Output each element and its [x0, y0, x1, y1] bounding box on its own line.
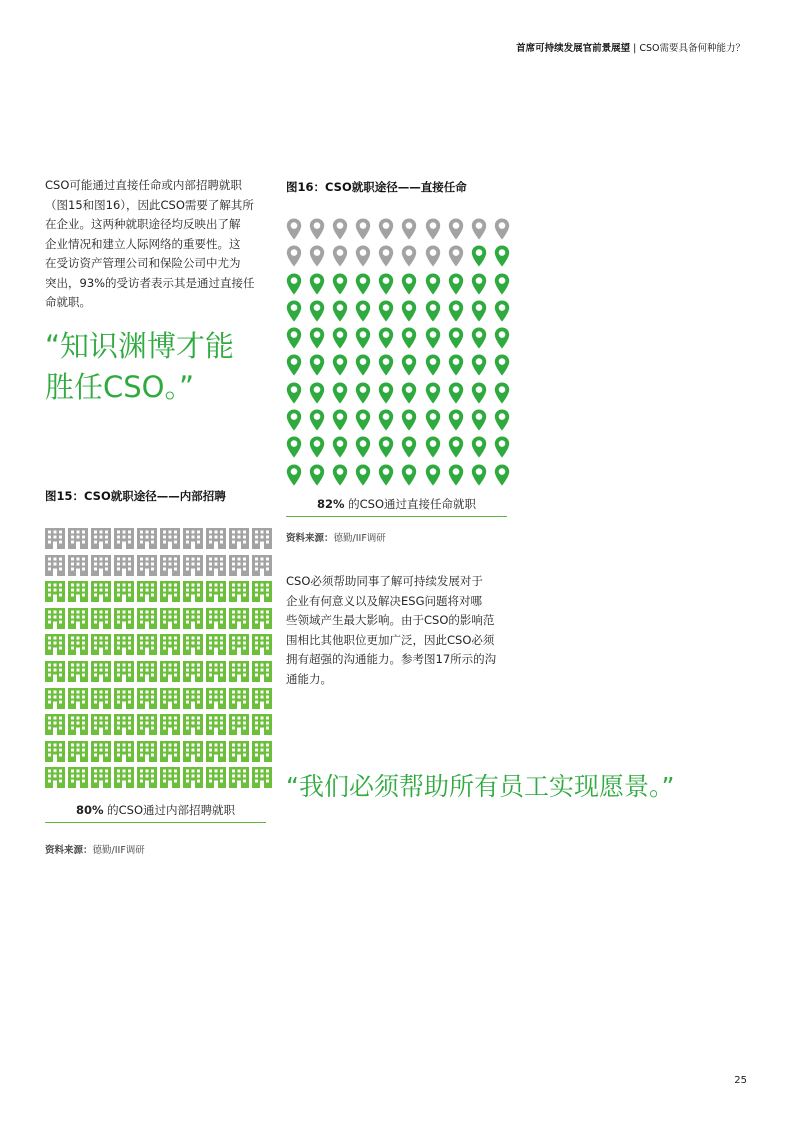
map-pin-icon-highlighted: [309, 354, 325, 376]
building-icon-highlighted: [91, 634, 111, 655]
building-icon-highlighted: [137, 688, 157, 709]
building-icon-highlighted: [206, 688, 226, 709]
map-pin-icon-highlighted: [355, 382, 371, 404]
map-pin-icon-highlighted: [448, 354, 464, 376]
building-icon-highlighted: [91, 714, 111, 735]
building-icon-highlighted: [252, 661, 272, 682]
building-icon-highlighted: [252, 581, 272, 602]
map-pin-icon-highlighted: [309, 382, 325, 404]
map-pin-icon-highlighted: [425, 409, 441, 431]
map-pin-icon-highlighted: [471, 273, 487, 295]
map-pin-icon-highlighted: [494, 382, 510, 404]
para-line: 拥有超强的沟通能力。参考图17所示的沟: [286, 652, 497, 666]
building-icon-highlighted: [229, 581, 249, 602]
building-icon-highlighted: [68, 661, 88, 682]
figure15-source: [45, 842, 145, 856]
map-pin-icon-muted: [332, 218, 348, 240]
building-icon-muted: [91, 528, 111, 549]
map-pin-icon-highlighted: [378, 273, 394, 295]
map-pin-icon-highlighted: [378, 436, 394, 458]
map-pin-icon-highlighted: [355, 409, 371, 431]
source-label: 资料来源：: [286, 533, 334, 544]
building-icon-muted: [137, 528, 157, 549]
building-icon-highlighted: [68, 688, 88, 709]
building-icon-highlighted: [91, 661, 111, 682]
building-icon-highlighted: [114, 608, 134, 629]
building-icon-highlighted: [252, 688, 272, 709]
intro-line: 在企业。这两种就职途径均反映出了解: [45, 217, 241, 231]
map-pin-icon-muted: [448, 245, 464, 267]
map-pin-icon-highlighted: [309, 464, 325, 486]
figure15-title: 图15：CSO就职途径——内部招聘: [45, 489, 226, 503]
map-pin-icon-highlighted: [471, 327, 487, 349]
figure15-caption-text: 的CSO通过内部招聘就职: [103, 803, 236, 817]
building-icon-highlighted: [137, 767, 157, 788]
para-line: CSO必须帮助同事了解可持续发展对于: [286, 574, 483, 588]
report-title: 首席可持续发展官前景展望: [516, 43, 631, 54]
map-pin-icon-muted: [332, 245, 348, 267]
building-icon-highlighted: [252, 608, 272, 629]
communication-paragraph: [286, 572, 516, 689]
map-pin-icon-highlighted: [378, 327, 394, 349]
building-icon-highlighted: [137, 714, 157, 735]
building-icon-muted: [114, 528, 134, 549]
map-pin-icon-highlighted: [425, 354, 441, 376]
map-pin-icon-highlighted: [471, 300, 487, 322]
building-icon-highlighted: [229, 741, 249, 762]
map-pin-icon-highlighted: [494, 436, 510, 458]
building-icon-highlighted: [68, 714, 88, 735]
map-pin-icon-highlighted: [332, 327, 348, 349]
building-icon-muted: [68, 555, 88, 576]
map-pin-icon-highlighted: [494, 273, 510, 295]
building-icon-highlighted: [114, 741, 134, 762]
map-pin-icon-highlighted: [401, 464, 417, 486]
source-label: 资料来源：: [45, 845, 93, 856]
map-pin-icon-muted: [494, 218, 510, 240]
building-icon-highlighted: [183, 714, 203, 735]
map-pin-icon-highlighted: [286, 327, 302, 349]
building-icon-highlighted: [114, 581, 134, 602]
map-pin-icon-highlighted: [355, 436, 371, 458]
para-line: 围相比其他职位更加广泛，因此CSO必须: [286, 632, 495, 647]
map-pin-icon-highlighted: [355, 327, 371, 349]
map-pin-icon-highlighted: [332, 436, 348, 458]
building-icon-highlighted: [252, 741, 272, 762]
figure16-icon-grid: [286, 218, 510, 486]
building-icon-highlighted: [229, 634, 249, 655]
map-pin-icon-highlighted: [494, 300, 510, 322]
map-pin-icon-muted: [401, 245, 417, 267]
building-icon-highlighted: [45, 608, 65, 629]
map-pin-icon-highlighted: [425, 273, 441, 295]
map-pin-icon-muted: [309, 245, 325, 267]
building-icon-muted: [183, 528, 203, 549]
building-icon-muted: [45, 528, 65, 549]
map-pin-icon-highlighted: [494, 354, 510, 376]
building-icon-highlighted: [206, 634, 226, 655]
figure15-icon-grid: [45, 528, 272, 788]
pull-quote-knowledge: [45, 326, 280, 408]
para-line: 通能力。: [286, 671, 332, 686]
map-pin-icon-highlighted: [309, 409, 325, 431]
building-icon-highlighted: [45, 661, 65, 682]
figure16-title: 图16：CSO就职途径——直接任命: [286, 180, 467, 194]
building-icon-highlighted: [91, 608, 111, 629]
map-pin-icon-highlighted: [286, 300, 302, 322]
map-pin-icon-highlighted: [471, 409, 487, 431]
building-icon-muted: [91, 555, 111, 576]
map-pin-icon-muted: [425, 245, 441, 267]
building-icon-highlighted: [183, 581, 203, 602]
figure15-caption: [45, 802, 266, 823]
map-pin-icon-highlighted: [378, 382, 394, 404]
map-pin-icon-highlighted: [401, 273, 417, 295]
map-pin-icon-highlighted: [378, 300, 394, 322]
running-header: [516, 40, 745, 54]
map-pin-icon-highlighted: [332, 300, 348, 322]
building-icon-highlighted: [160, 714, 180, 735]
intro-line: 突出，93%的受访者表示其是通过直接任: [45, 275, 255, 290]
intro-paragraph: [45, 176, 270, 313]
map-pin-icon-highlighted: [355, 354, 371, 376]
building-icon-highlighted: [91, 741, 111, 762]
building-icon-highlighted: [206, 581, 226, 602]
building-icon-highlighted: [68, 741, 88, 762]
pull-quote-vision: “我们必须帮助所有员工实现愿景。”: [286, 772, 675, 801]
building-icon-muted: [206, 528, 226, 549]
building-icon-highlighted: [183, 608, 203, 629]
building-icon-highlighted: [114, 634, 134, 655]
map-pin-icon-muted: [471, 218, 487, 240]
building-icon-highlighted: [45, 581, 65, 602]
para-line: 企业有何意义以及解决ESG问题将对哪: [286, 593, 482, 608]
building-icon-highlighted: [137, 581, 157, 602]
map-pin-icon-highlighted: [448, 273, 464, 295]
building-icon-highlighted: [68, 634, 88, 655]
map-pin-icon-highlighted: [332, 382, 348, 404]
para-line: 些领域产生最大影响。由于CSO的影响范: [286, 613, 495, 627]
building-icon-highlighted: [160, 661, 180, 682]
map-pin-icon-highlighted: [448, 382, 464, 404]
building-icon-highlighted: [183, 661, 203, 682]
building-icon-muted: [229, 528, 249, 549]
map-pin-icon-highlighted: [378, 354, 394, 376]
map-pin-icon-highlighted: [309, 436, 325, 458]
map-pin-icon-highlighted: [448, 464, 464, 486]
map-pin-icon-highlighted: [401, 354, 417, 376]
building-icon-highlighted: [160, 608, 180, 629]
source-text: 德勤/IIF调研: [333, 533, 386, 544]
building-icon-highlighted: [160, 581, 180, 602]
map-pin-icon-highlighted: [332, 409, 348, 431]
building-icon-highlighted: [137, 661, 157, 682]
map-pin-icon-highlighted: [494, 327, 510, 349]
map-pin-icon-highlighted: [355, 273, 371, 295]
building-icon-muted: [252, 555, 272, 576]
map-pin-icon-highlighted: [286, 464, 302, 486]
intro-line: CSO可能通过直接任命或内部招聘就职: [45, 178, 242, 192]
building-icon-highlighted: [45, 741, 65, 762]
building-icon-muted: [114, 555, 134, 576]
building-icon-highlighted: [183, 741, 203, 762]
map-pin-icon-highlighted: [425, 327, 441, 349]
page-number: 25: [734, 1075, 747, 1086]
building-icon-highlighted: [206, 608, 226, 629]
building-icon-highlighted: [183, 688, 203, 709]
map-pin-icon-highlighted: [471, 245, 487, 267]
map-pin-icon-highlighted: [401, 409, 417, 431]
building-icon-muted: [160, 555, 180, 576]
building-icon-muted: [206, 555, 226, 576]
building-icon-highlighted: [137, 741, 157, 762]
intro-line: 在受访资产管理公司和保险公司中尤为: [45, 256, 241, 270]
map-pin-icon-muted: [378, 245, 394, 267]
map-pin-icon-highlighted: [401, 436, 417, 458]
building-icon-highlighted: [114, 767, 134, 788]
building-icon-highlighted: [45, 767, 65, 788]
map-pin-icon-highlighted: [286, 382, 302, 404]
map-pin-icon-highlighted: [471, 464, 487, 486]
building-icon-highlighted: [114, 661, 134, 682]
building-icon-highlighted: [45, 688, 65, 709]
map-pin-icon-muted: [355, 218, 371, 240]
figure16-caption: [286, 496, 507, 517]
quote-line: “知识渊博才能: [45, 329, 235, 363]
map-pin-icon-highlighted: [471, 354, 487, 376]
map-pin-icon-muted: [448, 218, 464, 240]
map-pin-icon-highlighted: [355, 300, 371, 322]
building-icon-highlighted: [137, 608, 157, 629]
building-icon-highlighted: [160, 688, 180, 709]
map-pin-icon-highlighted: [494, 464, 510, 486]
map-pin-icon-highlighted: [425, 382, 441, 404]
building-icon-highlighted: [183, 767, 203, 788]
map-pin-icon-highlighted: [471, 382, 487, 404]
building-icon-highlighted: [68, 581, 88, 602]
map-pin-icon-highlighted: [309, 273, 325, 295]
map-pin-icon-muted: [309, 218, 325, 240]
map-pin-icon-muted: [401, 218, 417, 240]
building-icon-highlighted: [114, 714, 134, 735]
map-pin-icon-highlighted: [309, 300, 325, 322]
map-pin-icon-muted: [286, 218, 302, 240]
building-icon-highlighted: [252, 767, 272, 788]
map-pin-icon-highlighted: [401, 327, 417, 349]
intro-line: 命就职。: [45, 295, 91, 309]
building-icon-highlighted: [206, 741, 226, 762]
figure16-caption-percent: 82%: [316, 497, 345, 511]
building-icon-highlighted: [160, 634, 180, 655]
building-icon-muted: [252, 528, 272, 549]
building-icon-muted: [183, 555, 203, 576]
building-icon-highlighted: [229, 767, 249, 788]
map-pin-icon-highlighted: [425, 436, 441, 458]
map-pin-icon-highlighted: [425, 300, 441, 322]
map-pin-icon-highlighted: [494, 409, 510, 431]
map-pin-icon-highlighted: [309, 327, 325, 349]
building-icon-highlighted: [91, 688, 111, 709]
map-pin-icon-highlighted: [494, 245, 510, 267]
building-icon-muted: [137, 555, 157, 576]
map-pin-icon-highlighted: [448, 300, 464, 322]
building-icon-muted: [160, 528, 180, 549]
map-pin-icon-highlighted: [332, 464, 348, 486]
building-icon-highlighted: [229, 714, 249, 735]
map-pin-icon-highlighted: [286, 354, 302, 376]
map-pin-icon-highlighted: [401, 382, 417, 404]
map-pin-icon-highlighted: [425, 464, 441, 486]
source-text: 德勤/IIF调研: [92, 845, 145, 856]
building-icon-highlighted: [183, 634, 203, 655]
map-pin-icon-highlighted: [286, 273, 302, 295]
building-icon-muted: [68, 528, 88, 549]
building-icon-highlighted: [160, 741, 180, 762]
map-pin-icon-muted: [355, 245, 371, 267]
building-icon-highlighted: [160, 767, 180, 788]
map-pin-icon-highlighted: [355, 464, 371, 486]
map-pin-icon-highlighted: [286, 436, 302, 458]
building-icon-highlighted: [206, 714, 226, 735]
figure16-caption-text: 的CSO通过直接任命就职: [344, 497, 477, 511]
building-icon-highlighted: [91, 581, 111, 602]
map-pin-icon-highlighted: [448, 327, 464, 349]
building-icon-highlighted: [45, 634, 65, 655]
map-pin-icon-muted: [286, 245, 302, 267]
building-icon-highlighted: [229, 688, 249, 709]
map-pin-icon-highlighted: [471, 436, 487, 458]
intro-line: （图15和图16），因此CSO需要了解其所: [45, 197, 254, 212]
header-separator: |: [633, 43, 637, 54]
map-pin-icon-highlighted: [378, 464, 394, 486]
building-icon-highlighted: [91, 767, 111, 788]
map-pin-icon-highlighted: [286, 409, 302, 431]
figure15-caption-percent: 80%: [75, 803, 104, 817]
building-icon-highlighted: [229, 608, 249, 629]
building-icon-muted: [45, 555, 65, 576]
building-icon-highlighted: [206, 767, 226, 788]
building-icon-highlighted: [137, 634, 157, 655]
map-pin-icon-highlighted: [401, 300, 417, 322]
map-pin-icon-highlighted: [332, 354, 348, 376]
map-pin-icon-highlighted: [448, 436, 464, 458]
map-pin-icon-highlighted: [332, 273, 348, 295]
intro-line: 企业情况和建立人际网络的重要性。这: [45, 236, 241, 251]
building-icon-highlighted: [206, 661, 226, 682]
building-icon-highlighted: [68, 608, 88, 629]
map-pin-icon-highlighted: [378, 409, 394, 431]
building-icon-highlighted: [68, 767, 88, 788]
quote-line: 胜任CSO。”: [45, 370, 195, 404]
map-pin-icon-muted: [378, 218, 394, 240]
section-title: CSO需要具备何种能力？: [639, 43, 745, 54]
map-pin-icon-highlighted: [448, 409, 464, 431]
building-icon-highlighted: [252, 634, 272, 655]
map-pin-icon-muted: [425, 218, 441, 240]
building-icon-muted: [229, 555, 249, 576]
building-icon-highlighted: [114, 688, 134, 709]
figure16-source: [286, 530, 386, 544]
building-icon-highlighted: [229, 661, 249, 682]
building-icon-highlighted: [45, 714, 65, 735]
building-icon-highlighted: [252, 714, 272, 735]
